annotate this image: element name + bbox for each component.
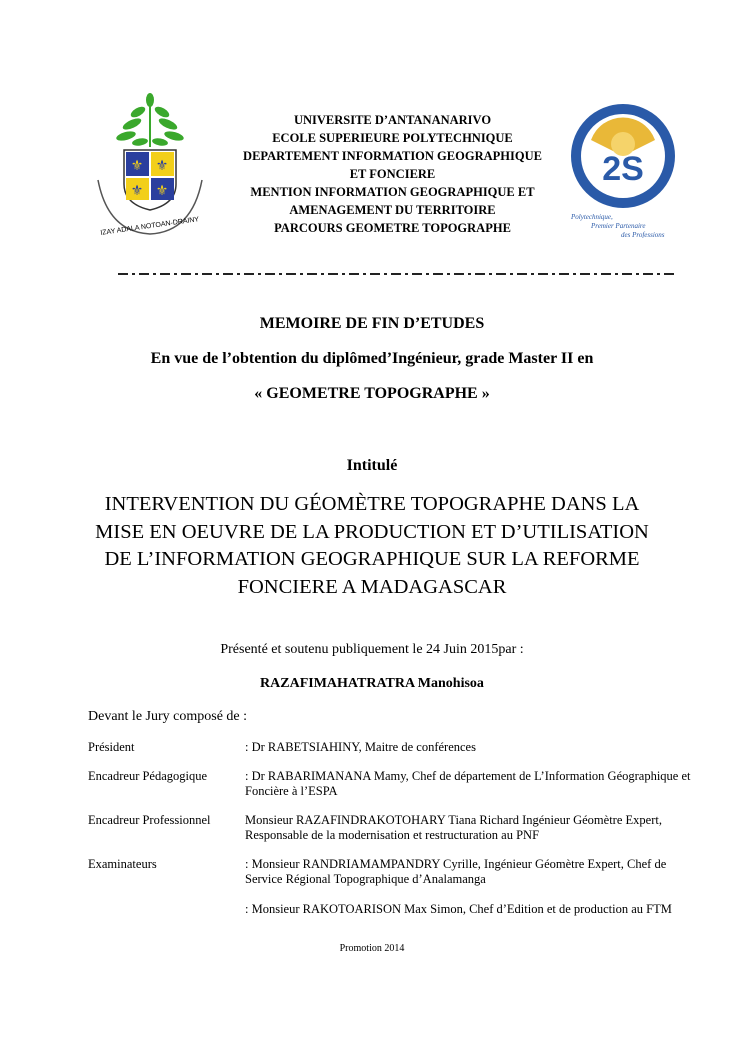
jury-heading: Devant le Jury composé de : xyxy=(88,709,248,724)
thesis-title xyxy=(90,491,654,601)
header-line: DEPARTEMENT INFORMATION GEOGRAPHIQUE xyxy=(243,149,542,163)
espa-caption: Premier Partenaire xyxy=(591,222,646,230)
university-motto: IZAY ADALA NOTOAN-DRAINY xyxy=(99,216,200,237)
svg-text:⚜: ⚜ xyxy=(155,184,169,199)
university-logo xyxy=(88,92,213,242)
presentation-date: Présenté et soutenu publiquement le 24 Juin 2015par : xyxy=(220,642,524,657)
memoire-purpose: En vue de l’obtention du diplômed’Ingénieur, grade Master II en xyxy=(150,350,594,367)
promotion-label: Promotion 2014 xyxy=(339,943,405,954)
memoire-type: MEMOIRE DE FIN D’ETUDES xyxy=(259,315,485,332)
jury-role: Président xyxy=(88,740,135,754)
intitule-label: Intitulé xyxy=(346,457,398,474)
svg-text:⚜: ⚜ xyxy=(130,184,144,199)
thesis-title-line: MISE EN OEUVRE DE LA PRODUCTION ET D’UTILISATION xyxy=(95,520,649,543)
dashed-separator xyxy=(118,273,678,275)
memoire-specialty: « GEOMETRE TOPOGRAPHE » xyxy=(254,385,490,402)
svg-text:⚜: ⚜ xyxy=(155,159,169,174)
thesis-title-line: FONCIERE A MADAGASCAR xyxy=(237,575,507,598)
thesis-title-line: DE L’INFORMATION GEOGRAPHIQUE SUR LA REFORME xyxy=(104,548,640,570)
olive-tree-icon xyxy=(115,93,184,147)
espa-monogram-icon: 2S xyxy=(602,150,644,188)
institution-header xyxy=(220,111,565,237)
jury-role: Encadreur Professionnel xyxy=(88,813,211,827)
header-line: ECOLE SUPERIEURE POLYTECHNIQUE xyxy=(272,131,513,145)
header-line: MENTION INFORMATION GEOGRAPHIQUE ET xyxy=(250,185,535,199)
jury-desc: : Dr RABARIMANANA Mamy, Chef de département de L’Information Géographique et Foncière à l’ESPA xyxy=(245,769,691,798)
header-line: PARCOURS GEOMETRE TOPOGRAPHE xyxy=(274,221,511,235)
jury-desc: : Monsieur RAKOTOARISON Max Simon, Chef d’Edition et de production au FTM xyxy=(245,902,672,916)
jury-role: Examinateurs xyxy=(88,857,157,871)
jury-desc: : Dr RABETSIAHINY, Maitre de conférences xyxy=(245,740,476,754)
espa-logo xyxy=(563,98,693,238)
espa-caption: des Professions xyxy=(621,231,665,238)
author-name: RAZAFIMAHATRATRA Manohisoa xyxy=(260,676,484,691)
thesis-title-line: INTERVENTION DU GÉOMÈTRE TOPOGRAPHE DANS LA xyxy=(104,493,640,515)
shield-icon xyxy=(124,150,176,210)
jury-desc: Monsieur RAZAFINDRAKOTOHARY Tiana Richard Ingénieur Géomètre Expert, Responsable de la modernisation et restructuration au PNF xyxy=(245,813,662,842)
svg-text:⚜: ⚜ xyxy=(130,159,144,174)
jury-role: Encadreur Pédagogique xyxy=(88,769,208,783)
espa-caption: Polytechnique, xyxy=(571,213,613,221)
header-line: ET FONCIERE xyxy=(349,167,436,181)
header-line: UNIVERSITE D’ANTANANARIVO xyxy=(293,113,492,127)
jury-desc: : Monsieur RANDRIAMAMPANDRY Cyrille, Ingénieur Géomètre Expert, Chef de Service Régional Topographique d’Analamanga xyxy=(245,857,667,886)
header-line: AMENAGEMENT DU TERRITOIRE xyxy=(289,203,496,217)
